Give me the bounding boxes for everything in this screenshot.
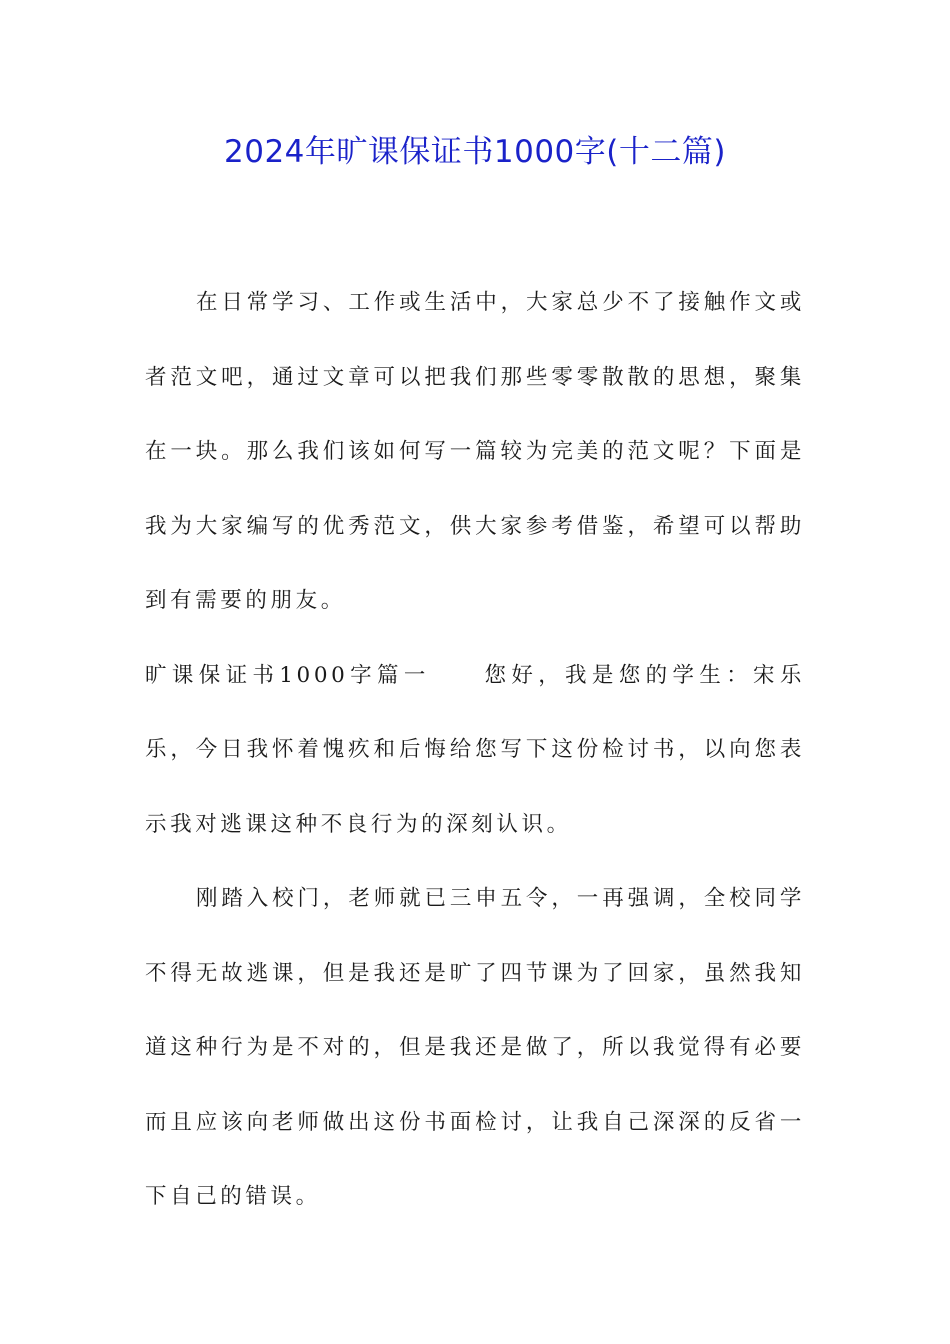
section-paragraph-1 <box>145 639 805 863</box>
document-title: 2024年旷课保证书1000字(十二篇) <box>224 134 726 170</box>
document-body <box>145 266 805 1235</box>
section-heading: 旷课保证书1000字篇一 <box>145 662 431 688</box>
section-paragraph-1-text: 您好，我是您的学生：宋乐乐，今日我怀着愧疚和后悔给您写下这份检讨书，以向您表示我对逃课这种不良行为的深刻认识。 <box>145 662 806 837</box>
intro-paragraph: 在日常学习、工作或生活中，大家总少不了接触作文或者范文吧，通过文章可以把我们那些零零散散的思想，聚集在一块。那么我们该如何写一篇较为完美的范文呢？下面是我为大家编写的优秀范文，供大家参考借鉴，希望可以帮助到有需要的朋友。 <box>145 290 805 613</box>
section-paragraph-2: 刚踏入校门，老师就已三申五令，一再强调，全校同学不得无故逃课，但是我还是旷了四节课为了回家，虽然我知道这种行为是不对的，但是我还是做了，所以我觉得有必要而且应该向老师做出这份书面检讨，让我自己深深的反省一下自己的错误。 <box>145 886 805 1209</box>
